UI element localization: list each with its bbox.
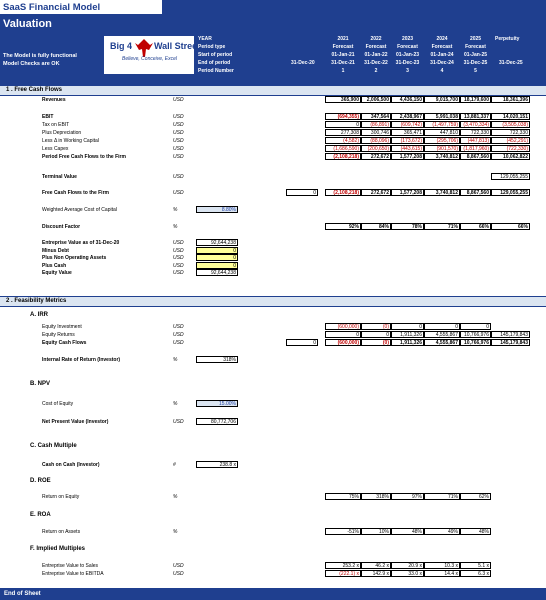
model-status-line2: Model Checks are OK [3, 61, 60, 67]
irr-subheader: A. IRR [30, 312, 48, 318]
timeline-year-cell: 2023 [401, 36, 414, 42]
sheet-footer [0, 588, 546, 600]
dep-label: Plus Depreciation [42, 130, 82, 136]
value-cell[interactable]: 2,438,967 [391, 113, 424, 120]
tax-label: Tax on EBIT [42, 122, 70, 128]
value-cell[interactable]: (173,672) [391, 137, 424, 144]
value-cell[interactable]: 10.3 x [424, 562, 460, 569]
value-cell[interactable]: 10,766,976 [460, 331, 491, 338]
value-cell[interactable]: 4,555,867 [424, 339, 460, 346]
value-cell[interactable]: 62% [460, 493, 491, 500]
timeline-label-number: Period Number [198, 68, 234, 74]
unit-label: USD [173, 270, 184, 277]
capex-label: Less Capex [42, 146, 69, 152]
value-cell[interactable]: 272,672 [361, 153, 391, 160]
value-cell[interactable]: 18,179,600 [460, 96, 491, 103]
unit-label: # [173, 462, 176, 468]
unit-label: % [173, 529, 178, 535]
cost-of-equity-input[interactable]: 15.00% [196, 400, 238, 407]
logo-text: Big 4 [110, 41, 133, 51]
value-cell[interactable]: (1,686,590) [325, 145, 361, 152]
timeline-start-cell: 01-Jan-24 [430, 52, 454, 58]
ev-value-cell[interactable]: 0 [196, 262, 238, 269]
value-cell[interactable]: 1,577,208 [391, 189, 424, 196]
value-cell[interactable]: 20.9 x [391, 562, 424, 569]
timeline-perpetuity-end: 31-Dec-25 [499, 60, 523, 66]
value-cell[interactable]: (443,615) [391, 145, 424, 152]
timeline-num-cell: 5 [474, 68, 477, 74]
irr-value-cell[interactable]: 318% [196, 356, 238, 363]
value-cell[interactable]: 8,867,560 [460, 189, 491, 196]
value-cell[interactable]: (1,817,960) [460, 145, 491, 152]
unit-label: USD [173, 262, 184, 269]
timeline-base-end: 31-Dec-20 [291, 60, 315, 66]
value-cell[interactable]: (0) [361, 339, 391, 346]
unit-label: USD [173, 571, 184, 577]
ev-row-label: Minus Debt [42, 247, 69, 254]
sheet-header [0, 0, 546, 86]
value-cell[interactable]: 92% [325, 223, 361, 230]
model-status-line1: The Model is fully functional [3, 53, 77, 59]
timeline-end-cell: 31-Dec-21 [331, 60, 355, 66]
value-cell[interactable]: 8,867,560 [460, 153, 491, 160]
unit-label: USD [173, 114, 184, 120]
roe-subheader: D. ROE [30, 478, 51, 484]
value-cell[interactable]: 97% [391, 493, 424, 500]
irr-label: Internal Rate of Return (Investor) [42, 357, 121, 363]
end-of-sheet-label: End of Sheet [4, 591, 41, 597]
value-cell[interactable]: 84% [361, 223, 391, 230]
timeline-type-cell: Forecast [465, 44, 486, 50]
value-cell[interactable]: (4,582) [325, 137, 361, 144]
timeline-perpetuity: Perpetuity [495, 36, 520, 42]
value-cell[interactable]: (3,505,038) [491, 121, 530, 128]
value-cell[interactable]: (694,355) [325, 113, 361, 120]
unit-label: % [173, 224, 178, 230]
value-cell[interactable]: 13,881,337 [460, 113, 491, 120]
value-cell[interactable]: 365,471 [391, 129, 424, 136]
timeline-label-type: Period type [198, 44, 226, 50]
roa-label: Return on Assets [42, 529, 81, 535]
value-cell[interactable]: (2,108,218) [325, 153, 361, 160]
section-feasibility-metrics[interactable] [0, 296, 546, 307]
value-cell[interactable]: 5,991,038 [424, 113, 460, 120]
wacc-input[interactable]: 8.80% [196, 206, 238, 213]
timeline-start-cell: 01-Jan-21 [331, 52, 355, 58]
ev-ebitda-label: Entreprise Value to EBITDA [42, 571, 104, 577]
value-cell[interactable]: 0 [325, 331, 361, 338]
section-free-cash-flows[interactable] [0, 85, 546, 96]
value-cell[interactable]: (200,650) [361, 145, 391, 152]
ev-row-label: Plus Cash [42, 262, 67, 269]
equity-base-cell[interactable]: 0 [286, 339, 318, 346]
timeline-num-cell: 3 [406, 68, 409, 74]
cash-multiple-subheader: C. Cash Multiple [30, 443, 77, 449]
timeline-start-cell: 01-Jan-23 [395, 52, 420, 58]
value-cell[interactable]: 48% [391, 528, 424, 535]
value-cell[interactable]: 3,740,812 [424, 189, 460, 196]
unit-label: % [173, 494, 178, 500]
fcff-label: Free Cash Flows to the Firm [42, 190, 109, 196]
timeline-year-cell: 2022 [370, 36, 382, 42]
value-cell[interactable]: 129,055,255 [491, 189, 530, 196]
timeline-end-cell: 31-Dec-23 [395, 60, 420, 66]
timeline-label-end: End of period [198, 60, 231, 66]
value-cell[interactable]: 48% [460, 528, 491, 535]
unit-label: USD [173, 146, 184, 152]
unit-label: USD [173, 563, 184, 569]
timeline-start-cell: 01-Jan-25 [463, 52, 488, 58]
ev-row-label: Equity Value [42, 270, 72, 277]
value-cell[interactable]: 75% [325, 493, 361, 500]
unit-label: USD [173, 340, 184, 346]
pfcf-label: Period Free Cash Flows to the Firm [42, 154, 126, 160]
timeline-type-cell: Forecast [332, 44, 354, 50]
value-cell[interactable]: 2,006,500 [361, 96, 391, 103]
value-cell[interactable]: 0 [325, 121, 361, 128]
value-cell[interactable]: (88,096) [361, 137, 391, 144]
value-cell[interactable]: 272,672 [361, 189, 391, 196]
value-cell[interactable]: (1,497,759) [424, 121, 460, 128]
value-cell[interactable]: (295,706) [424, 137, 460, 144]
roa-subheader: E. ROA [30, 512, 51, 518]
unit-label: USD [173, 174, 184, 180]
value-cell[interactable]: 9,015,700 [424, 96, 460, 103]
timeline-label-year: YEAR [198, 36, 212, 42]
fcff-base-cell[interactable]: 0 [286, 189, 318, 196]
value-cell[interactable]: 0 [391, 323, 424, 330]
unit-label: USD [173, 247, 184, 254]
unit-label: USD [173, 154, 184, 160]
timeline-year-cell: 2024 [436, 36, 448, 42]
value-cell[interactable]: 78% [391, 223, 424, 230]
value-cell[interactable]: (2,108,218) [325, 189, 361, 196]
company-logo [104, 36, 201, 74]
value-cell[interactable]: 722,330 [491, 129, 530, 136]
ev-row-label: Entreprise Value as of 31-Dec-20 [42, 240, 120, 246]
unit-label: USD [173, 419, 184, 425]
value-cell[interactable]: 10% [361, 528, 391, 535]
value-cell[interactable]: 722,330 [460, 129, 491, 136]
value-cell[interactable]: (447,813) [460, 137, 491, 144]
value-cell[interactable]: (609,742) [391, 121, 424, 128]
section-title: 2 . Feasibility Metrics [6, 298, 67, 304]
revenues-label: Revenues [42, 97, 66, 103]
ev-value-cell[interactable]: 92,644,238 [196, 239, 238, 246]
timeline-end-cell: 31-Dec-25 [463, 60, 488, 66]
value-cell[interactable]: 46.2 x [361, 562, 391, 569]
unit-label: % [173, 207, 178, 213]
equity-investment-label: Equity Investment [42, 324, 82, 330]
npv-value-cell[interactable]: 80,772,706 [196, 418, 238, 425]
page-title: Valuation [3, 18, 52, 30]
npv-subheader: B. NPV [30, 381, 51, 387]
unit-label: USD [173, 190, 184, 196]
cost-of-equity-label: Cost of Equity [42, 401, 74, 407]
timeline-num-cell: 1 [341, 68, 345, 74]
value-cell[interactable]: 4,555,867 [424, 331, 460, 338]
value-cell[interactable]: (0) [361, 323, 391, 330]
unit-label: USD [173, 255, 184, 262]
timeline-num-cell: 4 [440, 68, 444, 74]
value-cell[interactable]: -51% [325, 528, 361, 535]
logo-tagline: Believe, Conceive, Excel [122, 56, 178, 62]
value-cell[interactable]: (600,000) [325, 323, 361, 330]
ev-value-cell[interactable]: 0 [196, 247, 238, 254]
value-cell[interactable]: 5.1 x [460, 562, 491, 569]
timeline-type-cell: Forecast [397, 44, 418, 50]
value-cell[interactable]: 447,810 [424, 129, 460, 136]
value-cell[interactable]: 142.9 x [361, 570, 391, 577]
implied-multiples-subheader: F. Implied Multiples [30, 546, 86, 552]
value-cell[interactable]: (3,470,334) [460, 121, 491, 128]
terminal-value-label: Terminal Value [42, 174, 77, 180]
value-cell[interactable]: 365,900 [325, 96, 361, 103]
value-cell[interactable]: 66% [460, 223, 491, 230]
timeline-year-cell: 2025 [469, 36, 482, 42]
timeline-start-cell: 01-Jan-22 [364, 52, 388, 58]
equity-returns-label: Equity Returns [42, 332, 75, 338]
ev-row-label: Plus Non Operating Assets [42, 255, 107, 262]
unit-label: USD [173, 138, 184, 144]
value-cell[interactable]: 6.3 x [460, 570, 491, 577]
cash-on-cash-label: Cash on Cash (Investor) [42, 462, 100, 468]
wc-label: Less Δ in Working Capital [42, 138, 99, 144]
timeline-end-cell: 31-Dec-22 [364, 60, 388, 66]
value-cell[interactable]: (901,570) [424, 145, 460, 152]
value-cell[interactable]: 0 [424, 323, 460, 330]
discount-factor-label: Discount Factor [42, 224, 81, 230]
unit-label: USD [173, 240, 184, 246]
value-cell[interactable]: 145,179,843 [491, 331, 530, 338]
value-cell[interactable]: 1,577,208 [391, 153, 424, 160]
ebit-label: EBIT [42, 114, 54, 120]
value-cell[interactable]: 18,361,396 [491, 96, 530, 103]
value-cell[interactable]: 347,564 [361, 113, 391, 120]
value-cell[interactable]: 300,746 [361, 129, 391, 136]
value-cell[interactable]: (452,291) [491, 137, 530, 144]
value-cell[interactable]: 145,179,843 [491, 339, 530, 346]
value-cell[interactable]: 0 [460, 323, 491, 330]
ev-value-cell[interactable]: 92,644,238 [196, 269, 238, 276]
logo-text-2: Wall Street [154, 41, 201, 51]
equity-cash-flows-label: Equity Cash Flows [42, 340, 87, 346]
timeline-num-cell: 2 [374, 68, 378, 74]
unit-label: USD [173, 332, 184, 338]
unit-label: % [173, 357, 178, 363]
timeline-type-cell: Forecast [431, 44, 453, 50]
npv-label: Net Present Value (Investor) [42, 419, 109, 425]
terminal-value-cell[interactable]: 129,055,255 [491, 173, 530, 180]
timeline-type-cell: Forecast [365, 44, 387, 50]
value-cell[interactable]: 253.2 x [325, 562, 361, 569]
value-cell[interactable]: 14.4 x [424, 570, 460, 577]
unit-label: USD [173, 324, 184, 330]
app-title: SaaS Financial Model [3, 2, 101, 13]
value-cell[interactable]: 1,911,326 [391, 339, 424, 346]
value-cell[interactable]: 49% [424, 528, 460, 535]
value-cell[interactable]: 277,308 [325, 129, 361, 136]
unit-label: USD [173, 97, 184, 103]
value-cell[interactable]: 33.0 x [391, 570, 424, 577]
value-cell[interactable]: (600,000) [325, 339, 361, 346]
unit-label: USD [173, 122, 184, 128]
value-cell[interactable]: 1,911,326 [391, 331, 424, 338]
timeline-label-start: Start of period [198, 52, 233, 58]
section-title: 1 . Free Cash Flows [6, 87, 63, 93]
value-cell[interactable]: (722,330) [491, 145, 530, 152]
value-cell[interactable]: 14,020,151 [491, 113, 530, 120]
value-cell[interactable]: 0 [361, 331, 391, 338]
value-cell[interactable]: 71% [424, 493, 460, 500]
value-cell[interactable]: 10,766,976 [460, 339, 491, 346]
roe-label: Return on Equity [42, 494, 80, 500]
value-cell[interactable]: 10,062,822 [491, 153, 530, 160]
value-cell[interactable]: 66% [491, 223, 530, 230]
value-cell[interactable]: 71% [424, 223, 460, 230]
unit-label: USD [173, 130, 184, 136]
value-cell[interactable]: 318% [361, 493, 391, 500]
value-cell[interactable]: (222.1) x [325, 570, 361, 577]
wacc-label: Weighted Average Cost of Capital [42, 207, 117, 213]
timeline-end-cell: 31-Dec-24 [430, 60, 454, 66]
value-cell[interactable]: 4,436,150 [391, 96, 424, 103]
cash-multiple-value-cell[interactable]: 238.8 x [196, 461, 238, 468]
value-cell[interactable]: 3,740,812 [424, 153, 460, 160]
ev-value-cell[interactable]: 0 [196, 254, 238, 261]
value-cell[interactable]: (86,891) [361, 121, 391, 128]
unit-label: % [173, 401, 178, 407]
ev-sales-label: Entreprise Value to Sales [42, 563, 99, 569]
timeline-year-cell: 2021 [337, 36, 349, 42]
